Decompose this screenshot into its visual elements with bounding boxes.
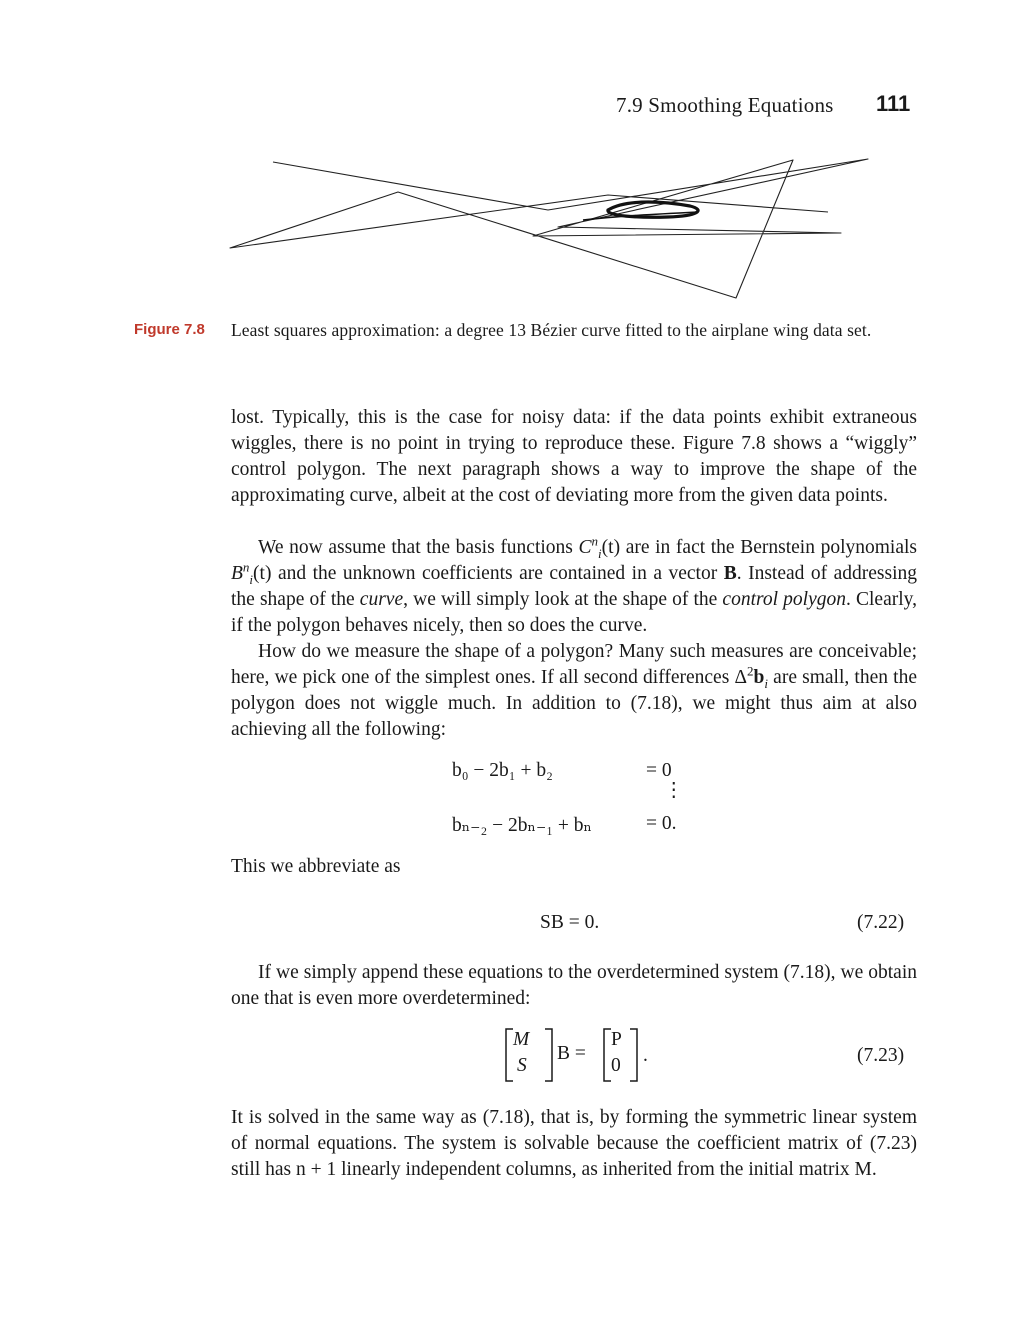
page-number: 111	[876, 91, 911, 116]
equation-row-first-rhs: = 0	[646, 760, 672, 781]
figure-control-polygon	[228, 150, 878, 302]
paragraph-5: If we simply append these equations to the overdetermined system (7.18), we obtain one that is even more overdetermined:	[231, 962, 917, 1009]
paragraph-1: lost. Typically, this is the case for noisy data: if the data points exhibit extraneous wiggles, there is no point in trying to reproduce these. Figure 7.8 shows a “wiggly” control polygon. The next paragraph shows a way to improve the shape of the approximating curve, albeit at the cost of deviating more from the given data points.	[231, 407, 917, 506]
paragraph-3: How do we measure the shape of a polygon? Many such measures are conceivable; here, we pick one of the simplest ones. If all second differences $\Delta^2b_i$ are small, then the polygon does not wiggle much. In addition to (7.18), we might thus aim at also achieving all the following:	[231, 641, 917, 740]
vector-b-equals: B =	[557, 1043, 586, 1064]
control-polygon	[230, 159, 868, 298]
paragraph-2: We now assume that the basis functions $C^n_i(t)$ are in fact the Bernstein polynomials $B^n_i(t)$ and the unknown coefficients are contained in a vector B. Instead of addressing the shape of the curve, we will simply look at the shape of the control polygon. Clearly, if the polygon behaves nicely, then so does the curve.	[231, 533, 918, 636]
equation-number-7-22: (7.22)	[857, 912, 905, 933]
vector-entry-zero: 0	[611, 1055, 621, 1076]
equation-row-first: b₀ − 2b₁ + b₂	[452, 760, 553, 781]
vertical-dots: ⋮	[664, 780, 684, 801]
equation-period: .	[643, 1045, 648, 1066]
equation-row-last: bₙ₋₂ − 2bₙ₋₁ + bₙ	[452, 815, 592, 836]
paragraph-6: It is solved in the same way as (7.18), that is, by forming the symmetric linear system of normal equations. The system is solvable because the coefficient matrix of (7.23) still has n + 1 linearly independent columns, as inherited from the initial matrix M.	[231, 1107, 917, 1180]
matrix-entry-m: M	[513, 1029, 530, 1050]
figure-label: Figure 7.8	[134, 321, 205, 338]
figure-caption: Least squares approximation: a degree 13 Bézier curve fitted to the airplane wing data set.	[231, 320, 872, 340]
running-header-title: 7.9 Smoothing Equations	[616, 93, 834, 117]
vector-entry-p: P	[611, 1029, 622, 1050]
equation-row-last-rhs: = 0.	[646, 813, 677, 834]
equation-7-22: SB = 0.	[540, 912, 600, 933]
abbreviation-text: This we abbreviate as	[231, 856, 401, 877]
matrix-entry-s: S	[517, 1055, 527, 1076]
equation-number-7-23: (7.23)	[857, 1045, 905, 1066]
